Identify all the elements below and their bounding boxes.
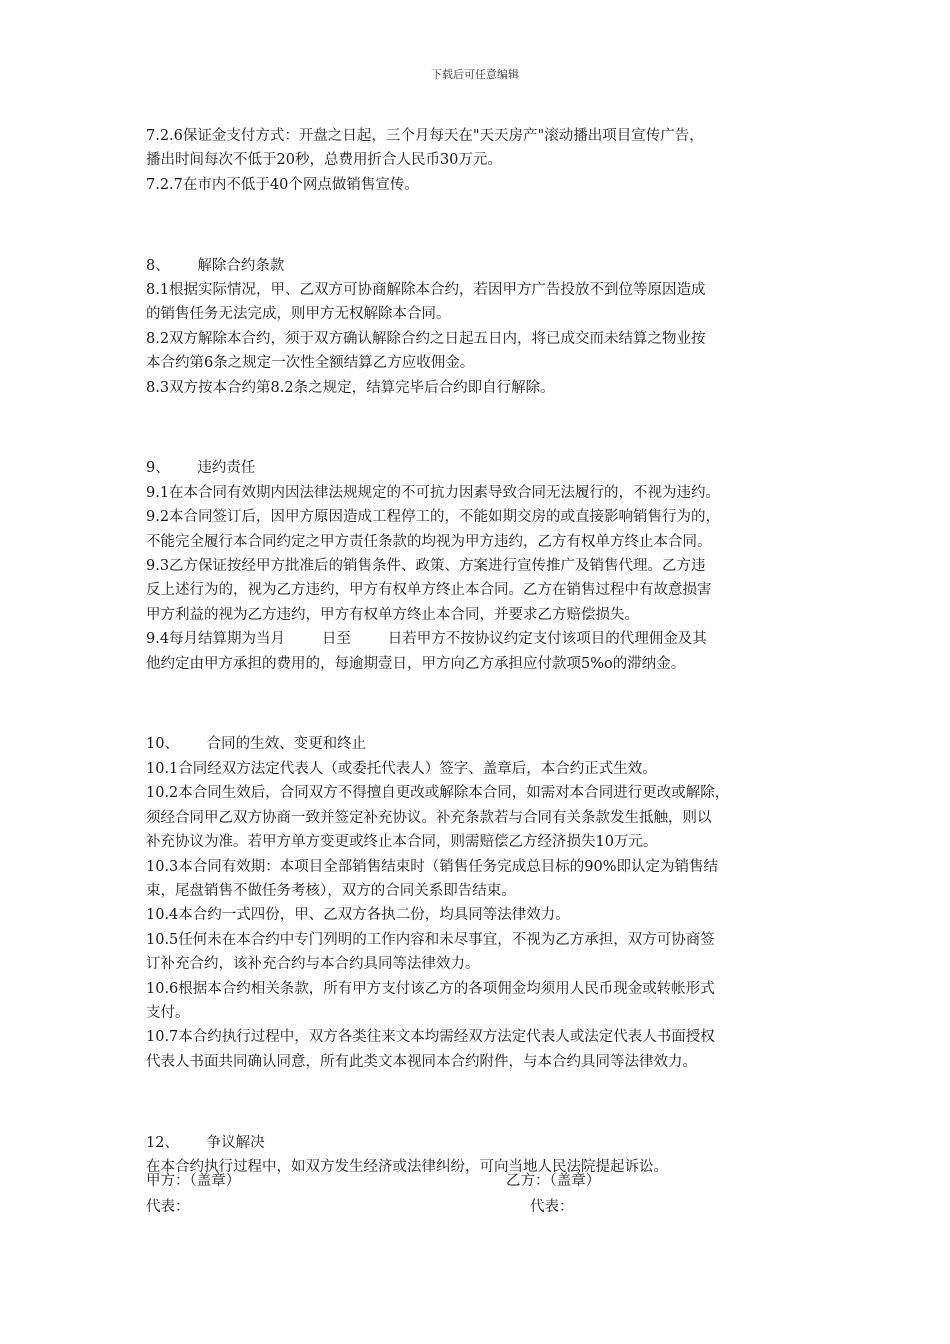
section-heading: 9、 违约责任 [146,460,256,477]
clause-line: 补充协议为准。若甲方单方变更或终止本合同，则需赔偿乙方经济损失10万元。 [146,834,658,851]
clause-line: 在本合约执行过程中，如双方发生经济或法律纠纷，可向当地人民法院提起诉讼。 [146,1158,668,1175]
blank-line [146,1090,816,1114]
section-heading: 12、 争议解决 [146,1134,265,1151]
page-header: 下载后可任意编辑 [431,68,519,81]
clause-line: 10.1合同经双方法定代表人（或委托代表人）签字、盖章后，本合约正式生效。 [146,760,657,777]
clause-line: 10.7本合约执行过程中，双方各类往来文本均需经双方法定代表人或法定代表人书面授权 [146,1029,715,1046]
clause-line: 7.2.7在市内不低于40个网点做销售宣传。 [146,176,419,193]
blank-line [146,416,816,440]
clause-line: 代表人书面共同确认同意，所有此类文本视同本合约附件，与本合约具同等法律效力。 [146,1053,697,1070]
clause-line: 8.3双方按本合约第8.2条之规定，结算完毕后合约即自行解除。 [146,379,555,396]
party-a-representative-label: 代表： [146,1199,190,1215]
clause-line: 7.2.6保证金支付方式：开盘之日起，三个月每天在"天天房产"滚动播出项目宣传广告， [146,128,704,144]
party-b-seal-label: 乙方：（盖章） [506,1173,601,1189]
clause-line: 9.1在本合同有效期内因法律法规规定的不可抗力因素导致合同无法履行的，不视为违约。 [146,484,721,501]
section-heading: 10、 合同的生效、变更和终止 [146,736,367,753]
clause-line: 8.1根据实际情况，甲、乙双方可协商解除本合约，若因甲方广告投放不到位等原因造成 [146,282,706,299]
party-a-seal-label: 甲方：（盖章） [146,1173,241,1189]
clause-line: 10.3本合同有效期：本项目全部销售结束时（销售任务完成总目标的90%即认定为销售结 [146,858,719,875]
blank-line [146,213,816,237]
clause-line: 须经合同甲乙双方协商一致并签定补充协议。补充条款若与合同有关条款发生抵触，则以 [146,809,712,826]
clause-line: 8.2双方解除本合约，须于双方确认解除合约之日起五日内，将已成交而未结算之物业按 [146,330,706,347]
clause-line: 本合约第6条之规定一次性全额结算乙方应收佣金。 [146,355,475,372]
blank-line [146,692,816,716]
contract-body [146,124,816,1179]
clause-line: 订补充合约，该补充合约与本合约具同等法律效力。 [146,956,480,973]
clause-line: 的销售任务无法完成，则甲方无权解除本合同。 [146,306,451,323]
clause-line: 10.4本合约一式四份，甲、乙双方各执二份，均具同等法律效力。 [146,907,570,924]
clause-line: 反上述行为的，视为乙方违约，甲方有权单方终止本合同。乙方在销售过程中有故意损害 [146,582,712,599]
clause-line: 9.3乙方保证按经甲方批准后的销售条件、政策、方案进行宣传推广及销售代理。乙方违 [146,558,706,575]
clause-line: 甲方利益的视为乙方违约，甲方有权单方终止本合同，并要求乙方赔偿损失。 [146,606,639,623]
party-b-representative-label: 代表： [530,1199,574,1215]
section-heading: 8、 解除合约条款 [146,257,285,274]
clause-line: 不能完全履行本合同约定之甲方责任条款的均视为甲方违约，乙方有权单方终止本合同。 [146,533,712,550]
clause-line: 束，尾盘销售不做任务考核），双方的合同关系即告结束。 [146,882,516,899]
clause-line: 9.2本合同签订后，因甲方原因造成工程停工的，不能如期交房的或直接影响销售行为的， [146,509,721,526]
clause-line: 他约定由甲方承担的费用的，每逾期壹日，甲方向乙方承担应付款项5%o的滞纳金。 [146,655,686,672]
clause-line: 10.2本合同生效后，合同双方不得擅自更改或解除本合同，如需对本合同进行更改或解除， [146,785,730,802]
clause-line: 10.6根据本合约相关条款，所有甲方支付该乙方的各项佣金均须用人民币现金或转帐形式 [146,980,715,997]
clause-line: 10.5任何未在本合约中专门列明的工作内容和未尽事宜，不视为乙方承担，双方可协商签 [146,931,715,948]
clause-line: 播出时间每次不低于20秒，总费用折合人民币30万元。 [146,152,502,169]
clause-line: 9.4每月结算期为当月 日至 日若甲方不按协议约定支付该项目的代理佣金及其 [146,631,707,648]
clause-line: 支付。 [146,1004,190,1021]
